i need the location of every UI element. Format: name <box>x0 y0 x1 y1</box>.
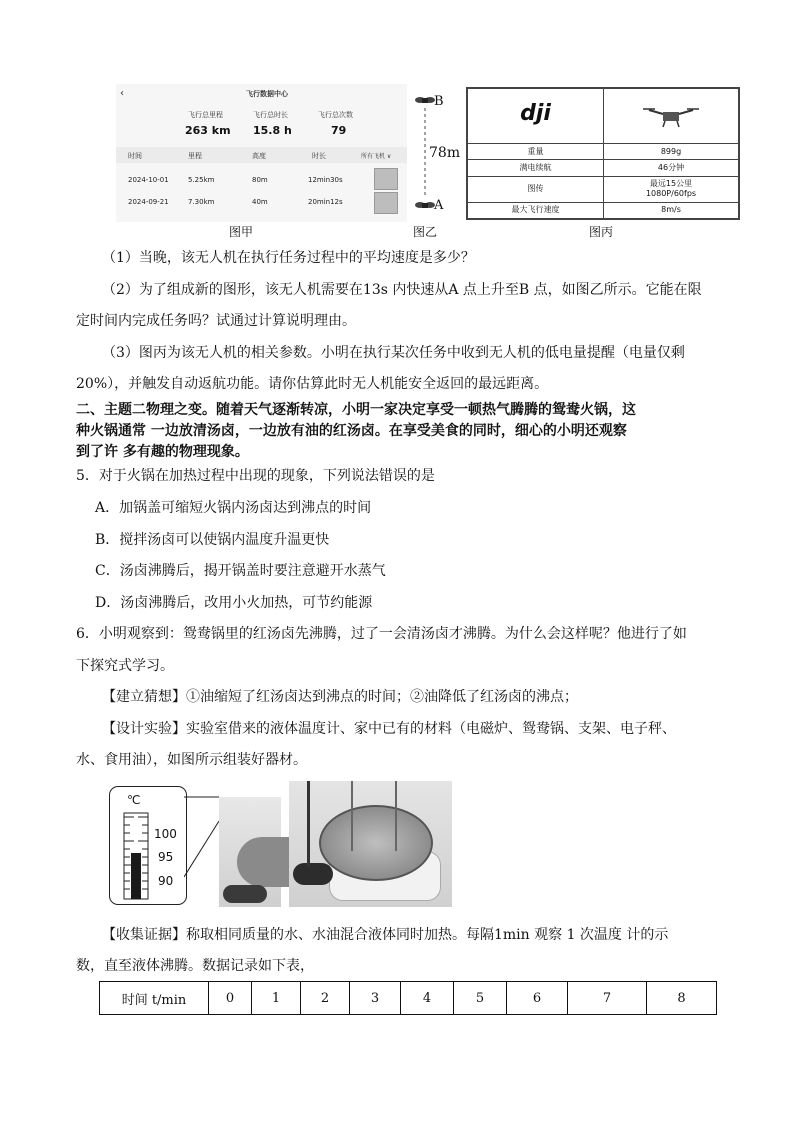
row-time: 2024-10-01 <box>128 176 169 184</box>
flight-data-screenshot <box>116 84 407 222</box>
table-col: 5 <box>454 982 507 1015</box>
spec-value: 8m/s <box>604 202 739 218</box>
caption-fig-c: 图丙 <box>589 225 614 239</box>
table-col: 6 <box>507 982 568 1015</box>
stand-rod <box>307 781 310 867</box>
temperature-data-table <box>99 981 717 1015</box>
tick-label: 95 <box>158 850 174 864</box>
thermometer-rod <box>395 781 397 851</box>
table-col: 4 <box>401 982 454 1015</box>
map-thumbnail <box>374 168 398 190</box>
stat-label: 飞行总里程 <box>188 111 223 119</box>
row-distance: 5.25km <box>188 176 215 184</box>
spec-value: 46分钟 <box>604 160 739 176</box>
map-thumbnail <box>374 192 398 214</box>
design-line1: 【设计实验】实验室借来的液体温度计、家中已有的材料（电磁炉、鸳鸯锅、支架、电子秤、 <box>102 721 676 737</box>
tick-label: 90 <box>158 874 174 888</box>
spec-name: 最大飞行速度 <box>468 202 604 218</box>
section-2-heading-line3: 到了许 多有趣的物理现象。 <box>76 444 249 460</box>
photo-left-crop <box>219 797 281 907</box>
table-col: 7 <box>568 982 647 1015</box>
tick-label: 100 <box>154 827 177 841</box>
stat-value: 263 km <box>185 124 231 137</box>
drone-picture-cell <box>604 89 739 144</box>
table-col: 2 <box>301 982 350 1015</box>
question-5-option-b: B．搅拌汤卤可以使锅内温度升温更快 <box>95 532 330 548</box>
base-silhouette <box>223 885 267 903</box>
photo-main <box>289 781 452 907</box>
spec-name: 重量 <box>468 144 604 160</box>
question-3-line2: 20%），并触发自动返航功能。请你估算此时无人机能安全返回的最远距离。 <box>76 376 549 392</box>
collect-line2: 数，直至液体沸腾。数据记录如下表， <box>76 958 314 974</box>
hypothesis: 【建立猜想】①油缩短了红汤卤达到沸点的时间；②油降低了红汤卤的沸点； <box>102 689 578 705</box>
dji-logo: dji <box>520 101 551 126</box>
stat-value: 15.8 h <box>253 124 292 137</box>
spec-value-line: 1080P/60fps <box>645 189 697 199</box>
collect-line1: 【收集证据】称取相同质量的水、水油混合液体同时加热。每隔1min 观察 1 次温度 计的示 <box>102 927 669 943</box>
spec-value: 899g <box>604 144 739 160</box>
row-duration: 12min30s <box>308 176 343 184</box>
question-6-line1: 6．小明观察到：鸳鸯锅里的红汤卤先沸腾，过了一会清汤卤才沸腾。为什么会这样呢？他进行了如 <box>76 626 687 642</box>
table-header-time: 时间 t/min <box>100 982 209 1015</box>
point-b-label: B <box>434 94 444 109</box>
back-chevron-icon: ‹ <box>120 88 124 99</box>
question-2-line1: （2）为了组成新的图形，该无人机需要在13s 内快速从A 点上升至B 点，如图乙所示。它能在限 <box>102 282 702 298</box>
column-header: 时间 <box>128 152 142 160</box>
question-3-line1: （3）图丙为该无人机的相关参数。小明在执行某次任务中收到无人机的低电量提醒（电量仅剩 <box>102 345 685 361</box>
question-2-line2: 定时间内完成任务吗？试通过计算说明理由。 <box>76 313 356 329</box>
row-distance: 7.30km <box>188 198 215 206</box>
question-5-stem: 5．对于火锅在加热过程中出现的现象，下列说法错误的是 <box>76 468 435 484</box>
column-header: 高度 <box>252 152 266 160</box>
distance-label: 78m <box>429 145 461 161</box>
drone-icon-bottom <box>415 202 435 208</box>
question-5-option-d: D．汤卤沸腾后，改用小火加热，可节约能源 <box>95 595 373 611</box>
thermometer-rod <box>351 781 353 851</box>
question-6-line2: 下探究式学习。 <box>76 658 174 674</box>
row-height: 80m <box>252 176 268 184</box>
table-col: 0 <box>209 982 252 1015</box>
table-col: 1 <box>252 982 301 1015</box>
spec-value <box>604 176 739 202</box>
spec-name: 满电续航 <box>468 160 604 176</box>
row-duration: 20min12s <box>308 198 343 206</box>
stat-label: 飞行总次数 <box>318 111 353 119</box>
celsius-unit: ℃ <box>127 793 141 807</box>
experiment-photo <box>109 781 452 907</box>
caption-fig-b: 图乙 <box>413 225 438 239</box>
flight-center-title: 飞行数据中心 <box>246 90 288 98</box>
question-1: （1）当晚，该无人机在执行任务过程中的平均速度是多少？ <box>102 250 475 266</box>
stat-value: 79 <box>331 124 347 137</box>
caption-fig-a: 图甲 <box>229 225 254 239</box>
table-col: 3 <box>350 982 401 1015</box>
design-line2: 水、食用油），如图所示组装好器材。 <box>76 752 307 768</box>
spec-name: 图传 <box>468 176 604 202</box>
drone-image <box>641 100 701 130</box>
inset-pointer <box>184 781 224 907</box>
drone-icon-top <box>415 97 435 103</box>
section-2-heading-line1: 二、主题二物理之变。随着天气逐渐转凉，小明一家决定享受一顿热气腾腾的鸳鸯火锅，这 <box>76 402 636 418</box>
pot-silhouette <box>237 837 297 887</box>
spec-value-line: 最远15公里 <box>649 179 693 189</box>
dji-logo-cell <box>468 89 604 144</box>
row-height: 40m <box>252 198 268 206</box>
table-col: 8 <box>647 982 717 1015</box>
column-header: 里程 <box>188 152 202 160</box>
stat-label: 飞行总时长 <box>253 111 288 119</box>
thermometer-scale <box>110 787 186 904</box>
aircraft-filter: 所有飞机 ∨ <box>361 153 392 160</box>
stand-base <box>293 863 333 885</box>
question-5-option-c: C．汤卤沸腾后，揭开锅盖时要注意避开水蒸气 <box>95 563 386 579</box>
point-a-label: A <box>434 198 444 213</box>
row-time: 2024-09-21 <box>128 198 169 206</box>
section-2-heading-line2: 种火锅通常 一边放清汤卤，一边放有油的红汤卤。在享受美食的同时，细心的小明还观察 <box>76 423 627 439</box>
drone-spec-table <box>466 87 740 220</box>
question-5-option-a: A．加锅盖可缩短火锅内汤卤达到沸点的时间 <box>95 500 372 516</box>
hotpot <box>319 805 433 881</box>
thermometer-inset <box>109 786 187 905</box>
column-header: 时长 <box>312 152 326 160</box>
